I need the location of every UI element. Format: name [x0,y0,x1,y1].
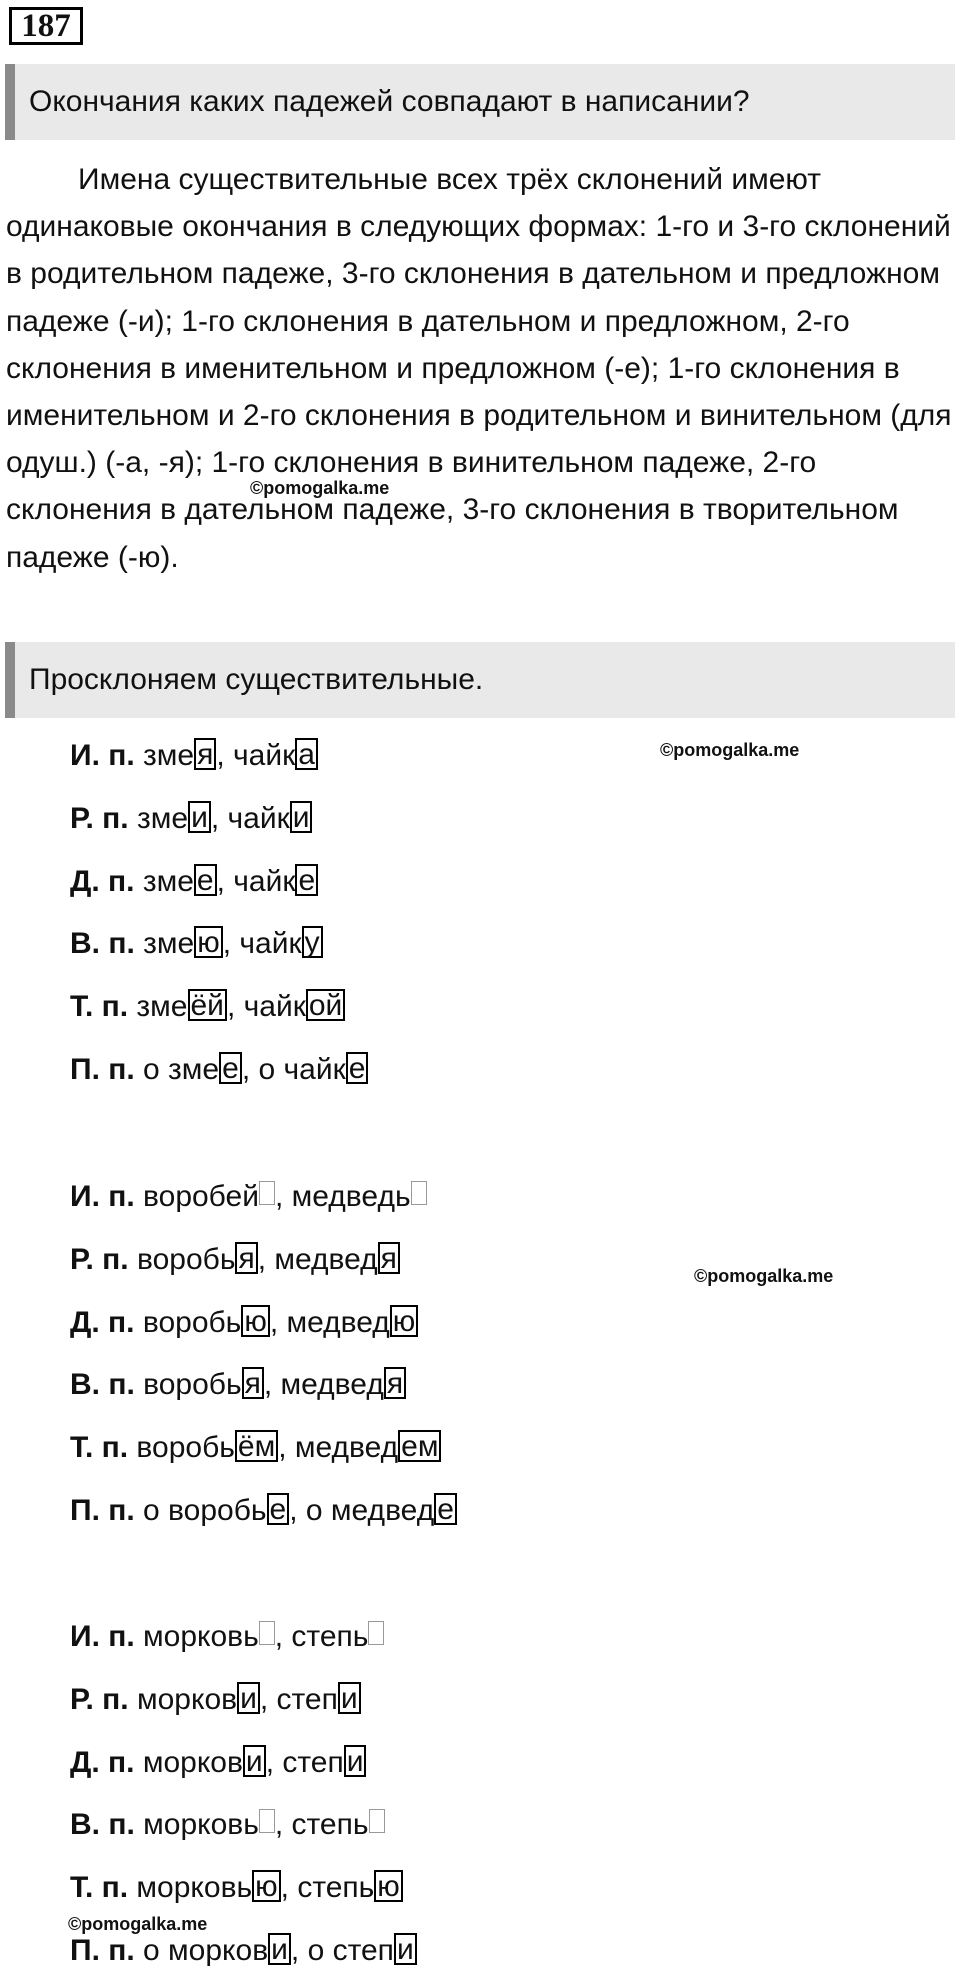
ending-box: е [194,864,217,896]
case-label: И. п. [70,1620,135,1653]
word-stem: воробь [142,1305,242,1339]
case-label: В. п. [70,927,135,961]
word-stem: чайк [227,801,290,835]
case-label: Т. п. [70,1431,129,1465]
word-stem: медвед [286,1305,390,1339]
separator: , [269,1305,287,1339]
case-label: И. п. [70,1180,135,1213]
word-stem: морков [136,1682,238,1716]
ending-box: а [295,738,318,770]
word-stem: зме [143,739,195,772]
question-band [5,64,955,140]
separator: , [241,1053,259,1086]
case-label: Р. п. [70,1682,129,1716]
case-row [70,1050,368,1090]
ending-box: е [346,1052,369,1084]
separator: , [274,1180,292,1213]
word-stem: чайк [239,927,302,961]
word-stem: зме [143,927,195,961]
case-row [70,1240,400,1280]
task-number: 187 [9,7,83,45]
ending-box: е [434,1493,457,1525]
word-stem: морков [142,1745,243,1779]
separator: , [263,1368,281,1402]
ending-box: и [268,1933,291,1965]
case-label: Д. п. [70,864,135,898]
separator: , [216,864,234,898]
answer-paragraph: Имена существительные всех трёх склонений имеют одинаковые окончания в следующих формах: 1-го и 3-го склонений в родительном падеже, 3-го склонения в дательном и предложном падеже (-и); 1-го склонения в дательном и предложном, 2-го склонения в именительном и предложном (-е); 1-го склонения в именительном и 2-го склонения в родительном и винительном (для одуш.) (-а, -я); 1-го склонения в винительном падеже, 2-го склонения в дательном падеже, 3-го склонения в творительном падеже (-ю). [6,163,952,574]
word-stem: степ [276,1682,338,1716]
separator: , [265,1745,283,1779]
ending-box: ем [398,1430,441,1462]
ending-box: и [394,1933,417,1965]
word-stem: медвед [280,1368,384,1402]
word-stem: чайк [233,739,296,772]
word-stem: чайк [243,990,306,1024]
separator: , [289,1494,306,1527]
question-text: Окончания каких падежей совпадают в написании? [29,85,750,118]
separator: , [274,1808,292,1842]
word-stem: медвед [274,1242,378,1276]
case-label: И. п. [70,739,135,772]
case-row [70,736,318,776]
ending-box: и [344,1745,367,1777]
ending-box: и [243,1745,266,1777]
ending-box: и [290,801,313,833]
ending-box: е [267,1493,290,1525]
case-label: П. п. [70,1934,135,1967]
case-label: Т. п. [70,990,129,1024]
case-label: П. п. [70,1053,135,1086]
declension-heading: Просклоняем существительные. [29,663,484,696]
ending-box: ю [390,1305,419,1337]
separator: , [278,1431,295,1465]
ending-box: и [237,1682,260,1714]
ending-box: я [194,738,216,770]
word-stem: морковь [136,1871,253,1905]
ending-box: е [295,864,318,896]
case-row [70,987,345,1027]
word-stem: о воробь [143,1494,267,1527]
case-label: Р. п. [70,801,129,835]
separator: , [222,927,240,961]
case-row [70,1805,385,1845]
ending-box: ём [235,1430,278,1462]
case-label: Т. п. [70,1871,129,1905]
word-stem: медвед [294,1431,399,1465]
watermark: ©pomogalka.me [660,740,800,760]
separator: , [259,1682,277,1716]
case-label: В. п. [70,1808,135,1842]
ending-box: ёй [188,989,227,1021]
ending-box: и [338,1682,361,1714]
ending-box: е [219,1052,242,1084]
case-row [70,1491,457,1531]
declension-band [5,642,955,718]
ending-box: ю [374,1870,403,1902]
word-stem: воробь [136,1431,235,1465]
separator: , [257,1242,275,1276]
ending-box: ю [241,1305,270,1337]
case-label: П. п. [70,1494,135,1527]
word-stem: степь [291,1808,369,1842]
case-row [70,862,318,902]
ending-box [368,1621,384,1645]
case-label: Р. п. [70,1242,129,1276]
case-row [70,1365,406,1405]
ending-box: я [378,1242,400,1274]
word-stem: зме [136,801,189,835]
ending-box: ой [306,989,345,1021]
word-stem: воробь [143,1368,242,1402]
watermark: ©pomogalka.me [694,1266,834,1286]
case-row [70,799,312,839]
ending-box: ю [194,926,223,958]
case-row [70,1303,418,1343]
watermark: ©pomogalka.me [250,478,390,498]
case-row [70,924,323,964]
case-label: В. п. [70,1368,135,1402]
word-stem: о морков [143,1934,269,1967]
ending-box: я [242,1367,264,1399]
ending-box: я [384,1367,406,1399]
watermark: ©pomogalka.me [68,1914,208,1934]
word-stem: о степ [307,1934,394,1967]
ending-box: я [235,1242,257,1274]
word-stem: степь [297,1871,375,1905]
word-stem: о медвед [305,1494,435,1527]
ending-box [259,1181,275,1205]
word-stem: воробь [136,1242,236,1276]
word-stem: медведь [291,1180,411,1213]
case-row [70,1617,384,1657]
ending-box: ю [252,1870,281,1902]
word-stem: зме [136,990,188,1024]
separator: , [216,739,234,772]
word-stem: морковь [143,1808,259,1842]
separator: , [226,990,244,1024]
word-stem: воробей [143,1180,259,1213]
ending-box [369,1809,385,1833]
word-stem: о зме [143,1053,220,1086]
ending-box: у [302,926,323,958]
word-stem: морковь [143,1620,259,1653]
word-stem: чайк [233,864,296,898]
case-label: Д. п. [70,1305,135,1339]
case-row [70,1931,417,1971]
separator: , [274,1620,292,1653]
case-label: Д. п. [70,1745,135,1779]
word-stem: зме [142,864,194,898]
ending-box [259,1809,275,1833]
case-row [70,1428,441,1468]
word-stem: о чайк [258,1053,346,1086]
word-stem: степь [291,1620,369,1653]
ending-box [259,1621,275,1645]
case-row [70,1177,427,1217]
case-row [70,1743,366,1783]
separator: , [290,1934,308,1967]
case-row [70,1680,361,1720]
separator: , [280,1871,298,1905]
word-stem: степ [282,1745,344,1779]
separator: , [210,801,228,835]
ending-box [411,1181,427,1205]
case-row [70,1868,403,1908]
ending-box: и [188,801,211,833]
